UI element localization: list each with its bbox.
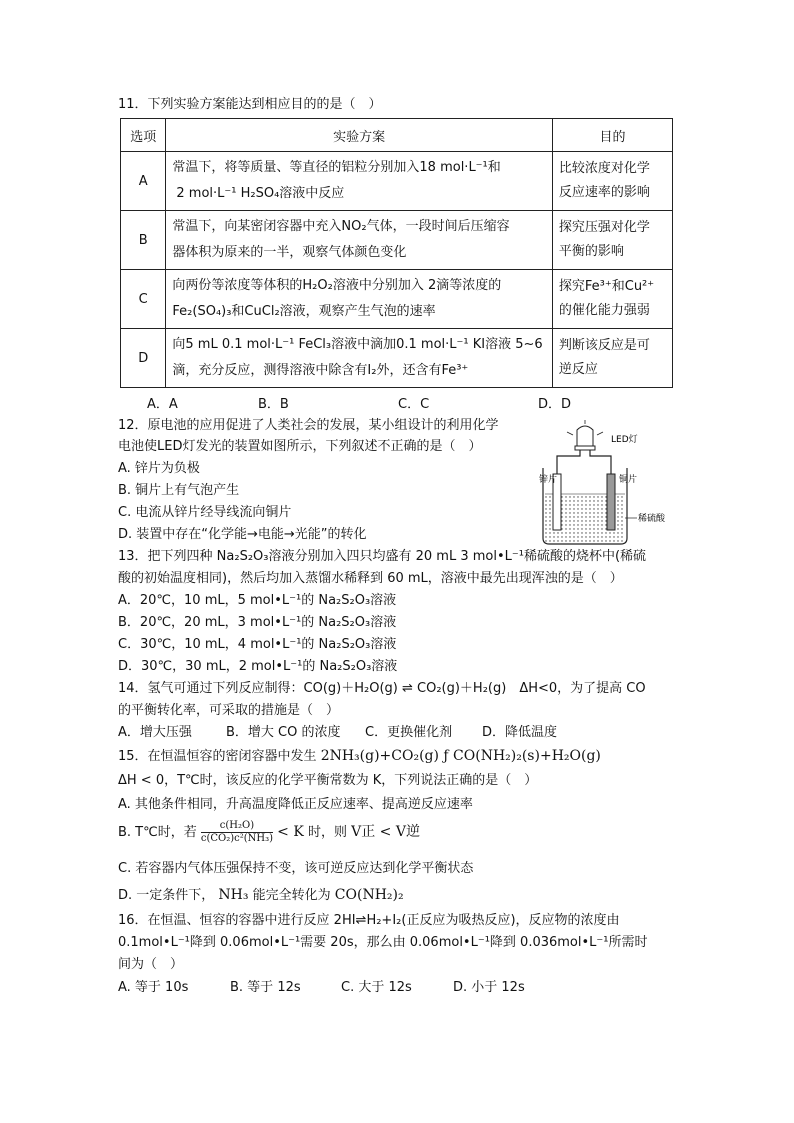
- goal-line: 反应速率的影响: [558, 185, 650, 200]
- q12-option-b[interactable]: B. 铜片上有气泡产生: [118, 483, 240, 498]
- row-goal: [552, 211, 672, 270]
- q15-option-c[interactable]: C. 若容器内气体压强保持不变，该可逆反应达到化学平衡状态: [118, 861, 474, 876]
- plan-line: Fe₂(SO₄)₃和CuCl₂溶液，观察产生气泡的速率: [172, 304, 436, 319]
- q11-option-b[interactable]: B．B: [258, 397, 289, 412]
- q15-option-a[interactable]: A. 其他条件相同，升高温度降低正反应速率、提高逆反应速率: [118, 797, 473, 812]
- q16-stem-line1: 16．在恒温、恒容的容器中进行反应 2HI⇌H₂+I₂(正反应为吸热反应)，反应物的浓度由: [118, 913, 620, 928]
- table-row: [121, 211, 673, 270]
- q15-optb-relation: V正 < V逆: [351, 824, 420, 840]
- header-plan: 实验方案: [166, 119, 553, 152]
- q14-option-d[interactable]: D．降低温度: [482, 725, 558, 740]
- goal-line: 平衡的影响: [558, 244, 624, 259]
- copper-electrode: [607, 474, 615, 530]
- q11-option-a[interactable]: A．A: [147, 397, 178, 412]
- q15-stem-line1: [118, 747, 601, 766]
- q13-stem-line1: 13．把下列四种 Na₂S₂O₃溶液分别加入四只均盛有 20 mL 3 mol•L⁻¹稀硫酸的烧杯中(稀硫: [118, 549, 647, 564]
- q12-stem-line2: 电池使LED灯发光的装置如图所示，下列叙述不正确的是（ ）: [118, 439, 482, 454]
- q16-stem-line3: 间为（ ）: [118, 957, 184, 972]
- plan-line: 器体积为原来的一半，观察气体颜色变化: [172, 245, 407, 260]
- q16-option-c[interactable]: C. 大于 12s: [341, 980, 412, 995]
- row-plan: [166, 211, 553, 270]
- q16-option-d[interactable]: D. 小于 12s: [453, 980, 525, 995]
- plan-line: 滴，充分反应，测得溶液中除含有I₂外，还含有Fe³⁺: [172, 363, 469, 378]
- q15-stem-text: 15．在恒温恒容的密闭容器中发生: [118, 749, 317, 764]
- row-plan: [166, 270, 553, 329]
- table-row: [121, 329, 673, 388]
- q14-option-a[interactable]: A．增大压强: [118, 725, 192, 740]
- q14-option-c[interactable]: C．更换催化剂: [365, 725, 453, 740]
- q12-option-d[interactable]: D. 装置中存在“化学能→电能→光能”的转化: [118, 527, 367, 542]
- q16-option-b[interactable]: B. 等于 12s: [230, 980, 301, 995]
- goal-line: 的催化能力强弱: [558, 303, 650, 318]
- row-plan: [166, 329, 553, 388]
- header-goal: 目的: [552, 119, 672, 152]
- goal-line: 探究压强对化学: [558, 220, 650, 235]
- q11-option-d[interactable]: D．D: [538, 397, 572, 412]
- header-option: 选项: [121, 119, 166, 152]
- q16-option-a[interactable]: A. 等于 10s: [118, 980, 189, 995]
- plan-line: 向两份等浓度等体积的H₂O₂溶液中分别加入 2滴等浓度的: [172, 278, 502, 293]
- row-key: B: [121, 211, 166, 270]
- q11-option-c[interactable]: C．C: [398, 397, 430, 412]
- q15-optb-post: 时，则: [307, 825, 347, 840]
- table-header: [121, 119, 673, 152]
- q14-stem-line1: 14．氢气可通过下列反应制得：CO(g)＋H₂O(g) ⇌ CO₂(g)＋H₂(g) ΔH<0，为了提高 CO: [118, 681, 646, 696]
- goal-line: 探究Fe³⁺和Cu²⁺: [558, 279, 655, 294]
- q13-option-c[interactable]: C．30℃，10 mL，4 mol•L⁻¹的 Na₂S₂O₃溶液: [118, 637, 397, 652]
- q11-table: [120, 118, 673, 388]
- row-goal: [552, 152, 672, 211]
- q15-optb-fraction: [201, 820, 273, 845]
- goal-line: 判断该反应是可: [558, 338, 650, 353]
- goal-line: 逆反应: [558, 362, 598, 377]
- wire-left: [557, 450, 580, 474]
- q12-option-a[interactable]: A. 锌片为负极: [118, 461, 200, 476]
- plan-line: 常温下，向某密闭容器中充入NO₂气体，一段时间后压缩容: [172, 219, 510, 234]
- row-key: C: [121, 270, 166, 329]
- wire-right: [590, 450, 611, 474]
- table-row: [121, 270, 673, 329]
- q15-stem-line2: ΔH < 0，T℃时，该反应的化学平衡常数为 K，下列说法正确的是（ ）: [118, 773, 538, 788]
- q13-option-b[interactable]: B．20℃，20 mL，3 mol•L⁻¹的 Na₂S₂O₃溶液: [118, 615, 397, 630]
- q15-optb-pre: B. T℃时，若: [118, 825, 197, 840]
- copper-label: 铜片: [619, 475, 638, 485]
- led-icon: [567, 420, 603, 450]
- q16-stem-line2: 0.1mol•L⁻¹降到 0.06mol•L⁻¹需要 20s，那么由 0.06mol•L⁻¹降到 0.036mol•L⁻¹所需时: [118, 935, 648, 950]
- q13-stem-line2: 酸的初始温度相同)，然后均加入蒸馏水稀释到 60 mL，溶液中最先出现浑浊的是（ ）: [118, 571, 623, 586]
- zinc-label: 锌片: [539, 475, 558, 485]
- plan-line: 向5 mL 0.1 mol·L⁻¹ FeCl₃溶液中滴加0.1 mol·L⁻¹ KI溶液 5~6: [172, 337, 543, 352]
- q13-option-a[interactable]: A．20℃，10 mL，5 mol•L⁻¹的 Na₂S₂O₃溶液: [118, 593, 397, 608]
- q11-stem: 11．下列实验方案能达到相应目的的是（ ）: [118, 97, 382, 112]
- q14-option-b[interactable]: B．增大 CO 的浓度: [226, 725, 341, 740]
- q15-optd-pre: D. 一定条件下，: [118, 888, 215, 903]
- goal-line: 比较浓度对化学: [558, 161, 650, 176]
- q12-option-c[interactable]: C. 电流从锌片经导线流向铜片: [118, 505, 292, 520]
- row-goal: [552, 270, 672, 329]
- q15-optd-mid: 能完全转化为: [252, 888, 331, 903]
- row-goal: [552, 329, 672, 388]
- fraction-denominator: c(CO₂)c²(NH₃): [200, 833, 274, 844]
- q14-stem-line2: 的平衡转化率，可采取的措施是（ ）: [118, 703, 340, 718]
- table-row: [121, 152, 673, 211]
- q15-equation: 2NH₃(g)+CO₂(g) ƒ CO(NH₂)₂(s)+H₂O(g): [320, 748, 601, 764]
- q12-stem-line1: 12．原电池的应用促进了人类社会的发展，某小组设计的利用化学: [118, 418, 499, 433]
- plan-line: 常温下，将等质量、等直径的铝粒分别加入18 mol·L⁻¹和: [172, 160, 501, 175]
- row-key: D: [121, 329, 166, 388]
- galvanic-cell-figure: [525, 420, 675, 548]
- q15-option-d[interactable]: [118, 886, 404, 905]
- row-key: A: [121, 152, 166, 211]
- acid-label: 稀硫酸: [638, 514, 666, 524]
- q15-optd-nh3: NH₃: [218, 887, 249, 903]
- q15-optb-ineq: < K: [277, 824, 304, 840]
- fraction-numerator: c(H₂O): [201, 820, 273, 833]
- led-label: LED灯: [611, 435, 638, 445]
- q15-option-b[interactable]: [118, 820, 420, 845]
- q15-optd-product: CO(NH₂)₂: [334, 887, 404, 903]
- row-plan: [166, 152, 553, 211]
- plan-line: 2 mol·L⁻¹ H₂SO₄溶液中反应: [176, 186, 345, 201]
- q13-option-d[interactable]: D．30℃，30 mL，2 mol•L⁻¹的 Na₂S₂O₃溶液: [118, 659, 398, 674]
